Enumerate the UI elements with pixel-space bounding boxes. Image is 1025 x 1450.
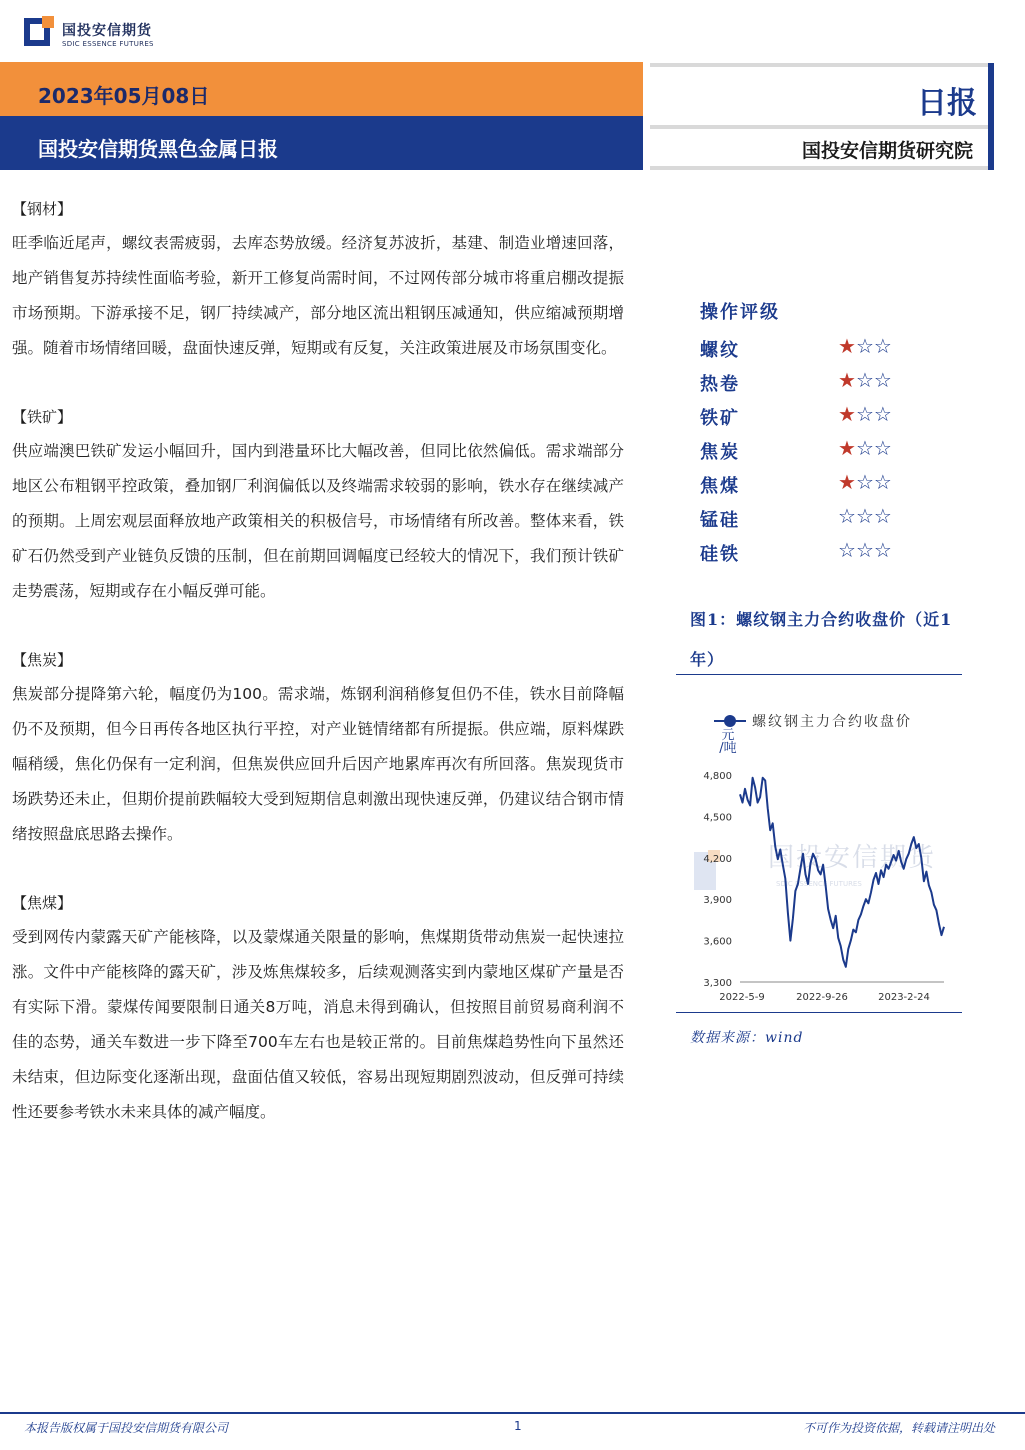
logo-mark-icon [24, 16, 56, 48]
section-title: 【铁矿】 [12, 408, 73, 426]
y-unit-label: 元 [721, 728, 735, 743]
rating-stars [838, 504, 892, 528]
rating-row [700, 366, 960, 400]
data-source: 数据来源：wind [690, 1030, 804, 1046]
star-filled-icon: ★ [838, 470, 856, 494]
star-filled-icon: ★ [838, 368, 856, 392]
star-empty-icon: ☆ [855, 470, 874, 494]
section-steel [12, 192, 624, 366]
rating-stars [838, 436, 892, 460]
page-number: 1 [514, 1419, 522, 1433]
section-paragraph: 旺季临近尾声，螺纹表需疲弱，去库态势放缓。经济复苏波折，基建、制造业增速回落，地产销售复苏持续性面临考验，新开工修复尚需时间，不过网传部分城市将重启棚改提振市场预期。下游承接不足，钢厂持续减产，部分地区流出粗钢压减通知，供应缩减预期增强。随着市场情绪回暖，盘面快速反弹，短期或有反复，关注政策进展及市场氛围变化。 [12, 234, 624, 357]
rating-commodity-name: 锰硅 [700, 510, 740, 531]
star-filled-icon: ★ [838, 334, 856, 358]
rating-row [700, 400, 960, 434]
y-tick-label: 4,200 [703, 853, 732, 865]
rating-stars [838, 368, 892, 392]
footer-disclaimer: 不可作为投资依据，转载请注明出处 [802, 1421, 995, 1435]
star-empty-icon: ☆ [873, 368, 892, 392]
star-empty-icon: ☆ [838, 504, 856, 528]
rating-title: 操作评级 [700, 302, 780, 323]
star-empty-icon: ☆ [855, 538, 874, 562]
rating-row [700, 434, 960, 468]
y-tick-label: 3,300 [703, 978, 732, 989]
header-divider [650, 166, 988, 170]
y-tick-label: 4,500 [703, 812, 732, 824]
star-empty-icon: ☆ [873, 334, 892, 358]
rating-row [700, 502, 960, 536]
header-divider [650, 63, 988, 67]
star-empty-icon: ☆ [855, 436, 874, 460]
y-tick-label: 4,800 [703, 771, 732, 782]
rating-panel [700, 298, 960, 570]
rating-commodity-name: 热卷 [700, 374, 740, 395]
figure-bottom-rule [676, 1012, 962, 1013]
header-accent-bar [988, 63, 994, 170]
price-line-chart [676, 700, 966, 1012]
watermark-text-en: SDIC ESSENCE FUTURES [776, 880, 862, 888]
rating-stars [838, 402, 892, 426]
rating-row [700, 332, 960, 366]
rating-commodity-name: 焦煤 [700, 476, 740, 497]
report-body [12, 192, 624, 1130]
star-empty-icon: ☆ [838, 538, 856, 562]
star-empty-icon: ☆ [873, 504, 892, 528]
legend-marker [724, 715, 736, 727]
watermark-text: 国投安信期货 [768, 843, 937, 873]
star-filled-icon: ★ [838, 402, 856, 426]
section-iron-ore [12, 400, 624, 609]
x-tick-label: 2023-2-24 [878, 992, 930, 1003]
rating-commodity-name: 硅铁 [700, 544, 740, 565]
section-paragraph: 受到网传内蒙露天矿产能核降，以及蒙煤通关限量的影响，焦煤期货带动焦炭一起快速拉涨。文件中产能核降的露天矿，涉及炼焦煤较多，后续观测落实到内蒙地区煤矿产量是否有实际下滑。蒙煤传闻要限制日通关8万吨，消息未得到确认，但按照目前贸易商利润不佳的态势，通关车数进一步下降至700车左右也是较正常的。目前焦煤趋势性向下虽然还未结束，但边际变化逐渐出现，盘面估值又较低，容易出现短期剧烈波动，但反弹可持续性还要参考铁水未来具体的减产幅度。 [12, 928, 624, 1121]
institute-name: 国投安信期货研究院 [801, 140, 973, 162]
star-filled-icon: ★ [838, 436, 856, 460]
rating-stars [838, 334, 892, 358]
figure-title: 图1：螺纹钢主力合约收盘价（近1年） [690, 610, 953, 669]
rating-commodity-name: 螺纹 [700, 340, 740, 361]
logo-text-cn: 国投安信期货 [62, 23, 152, 39]
section-title: 【钢材】 [12, 200, 73, 218]
y-unit-label: /吨 [719, 741, 737, 756]
logo-text-en: SDIC ESSENCE FUTURES [62, 40, 154, 48]
rating-row [700, 468, 960, 502]
rating-stars [838, 470, 892, 494]
rating-row [700, 536, 960, 570]
legend-label: 螺纹钢主力合约收盘价 [752, 714, 912, 730]
section-coking-coal [12, 886, 624, 1130]
rating-commodity-name: 焦炭 [700, 442, 740, 463]
report-date: 2023年05月08日 [38, 84, 210, 108]
header-divider [650, 125, 988, 129]
y-tick-label: 3,900 [703, 895, 732, 907]
section-title: 【焦炭】 [12, 651, 73, 669]
star-empty-icon: ☆ [873, 538, 892, 562]
star-empty-icon: ☆ [873, 470, 892, 494]
figure-top-rule [676, 674, 962, 675]
section-paragraph: 供应端澳巴铁矿发运小幅回升，国内到港量环比大幅改善，但同比依然偏低。需求端部分地区公布粗钢平控政策，叠加钢厂利润偏低以及终端需求较弱的影响，铁水存在继续减产的预期。上周宏观层面释放地产政策相关的积极信号，市场情绪有所改善。整体来看，铁矿石仍然受到产业链负反馈的压制，但在前期回调幅度已经较大的情况下，我们预计铁矿走势震荡，短期或存在小幅反弹可能。 [12, 442, 624, 600]
star-empty-icon: ☆ [855, 334, 874, 358]
section-paragraph: 焦炭部分提降第六轮，幅度仍为100。需求端，炼钢利润稍修复但仍不佳，铁水目前降幅仍不及预期，但今日再传各地区执行平控，对产业链情绪都有所提振。供应端，原料煤跌幅稍缓，焦化仍保有一定利润，但焦炭供应回升后因产地累库再次有所回落。焦炭现货市场跌势还未止，但期价提前跌幅较大受到短期信息刺激出现快速反弹，仍建议结合钢市情绪按照盘底思路去操作。 [12, 685, 624, 843]
y-tick-label: 3,600 [703, 936, 732, 948]
rating-commodity-name: 铁矿 [700, 408, 740, 429]
footer-rule [0, 1412, 1025, 1414]
company-logo [24, 14, 174, 54]
rating-stars [838, 538, 892, 562]
report-title: 国投安信期货黑色金属日报 [38, 137, 278, 161]
section-title: 【焦煤】 [12, 894, 73, 912]
star-empty-icon: ☆ [855, 402, 874, 426]
daily-label: 日报 [917, 86, 977, 121]
footer-copyright: 本报告版权属于国投安信期货有限公司 [24, 1421, 229, 1435]
star-empty-icon: ☆ [873, 436, 892, 460]
x-tick-label: 2022-9-26 [796, 992, 848, 1003]
star-empty-icon: ☆ [855, 368, 874, 392]
x-tick-label: 2022-5-9 [719, 992, 765, 1003]
star-empty-icon: ☆ [873, 402, 892, 426]
star-empty-icon: ☆ [855, 504, 874, 528]
section-coke [12, 643, 624, 852]
